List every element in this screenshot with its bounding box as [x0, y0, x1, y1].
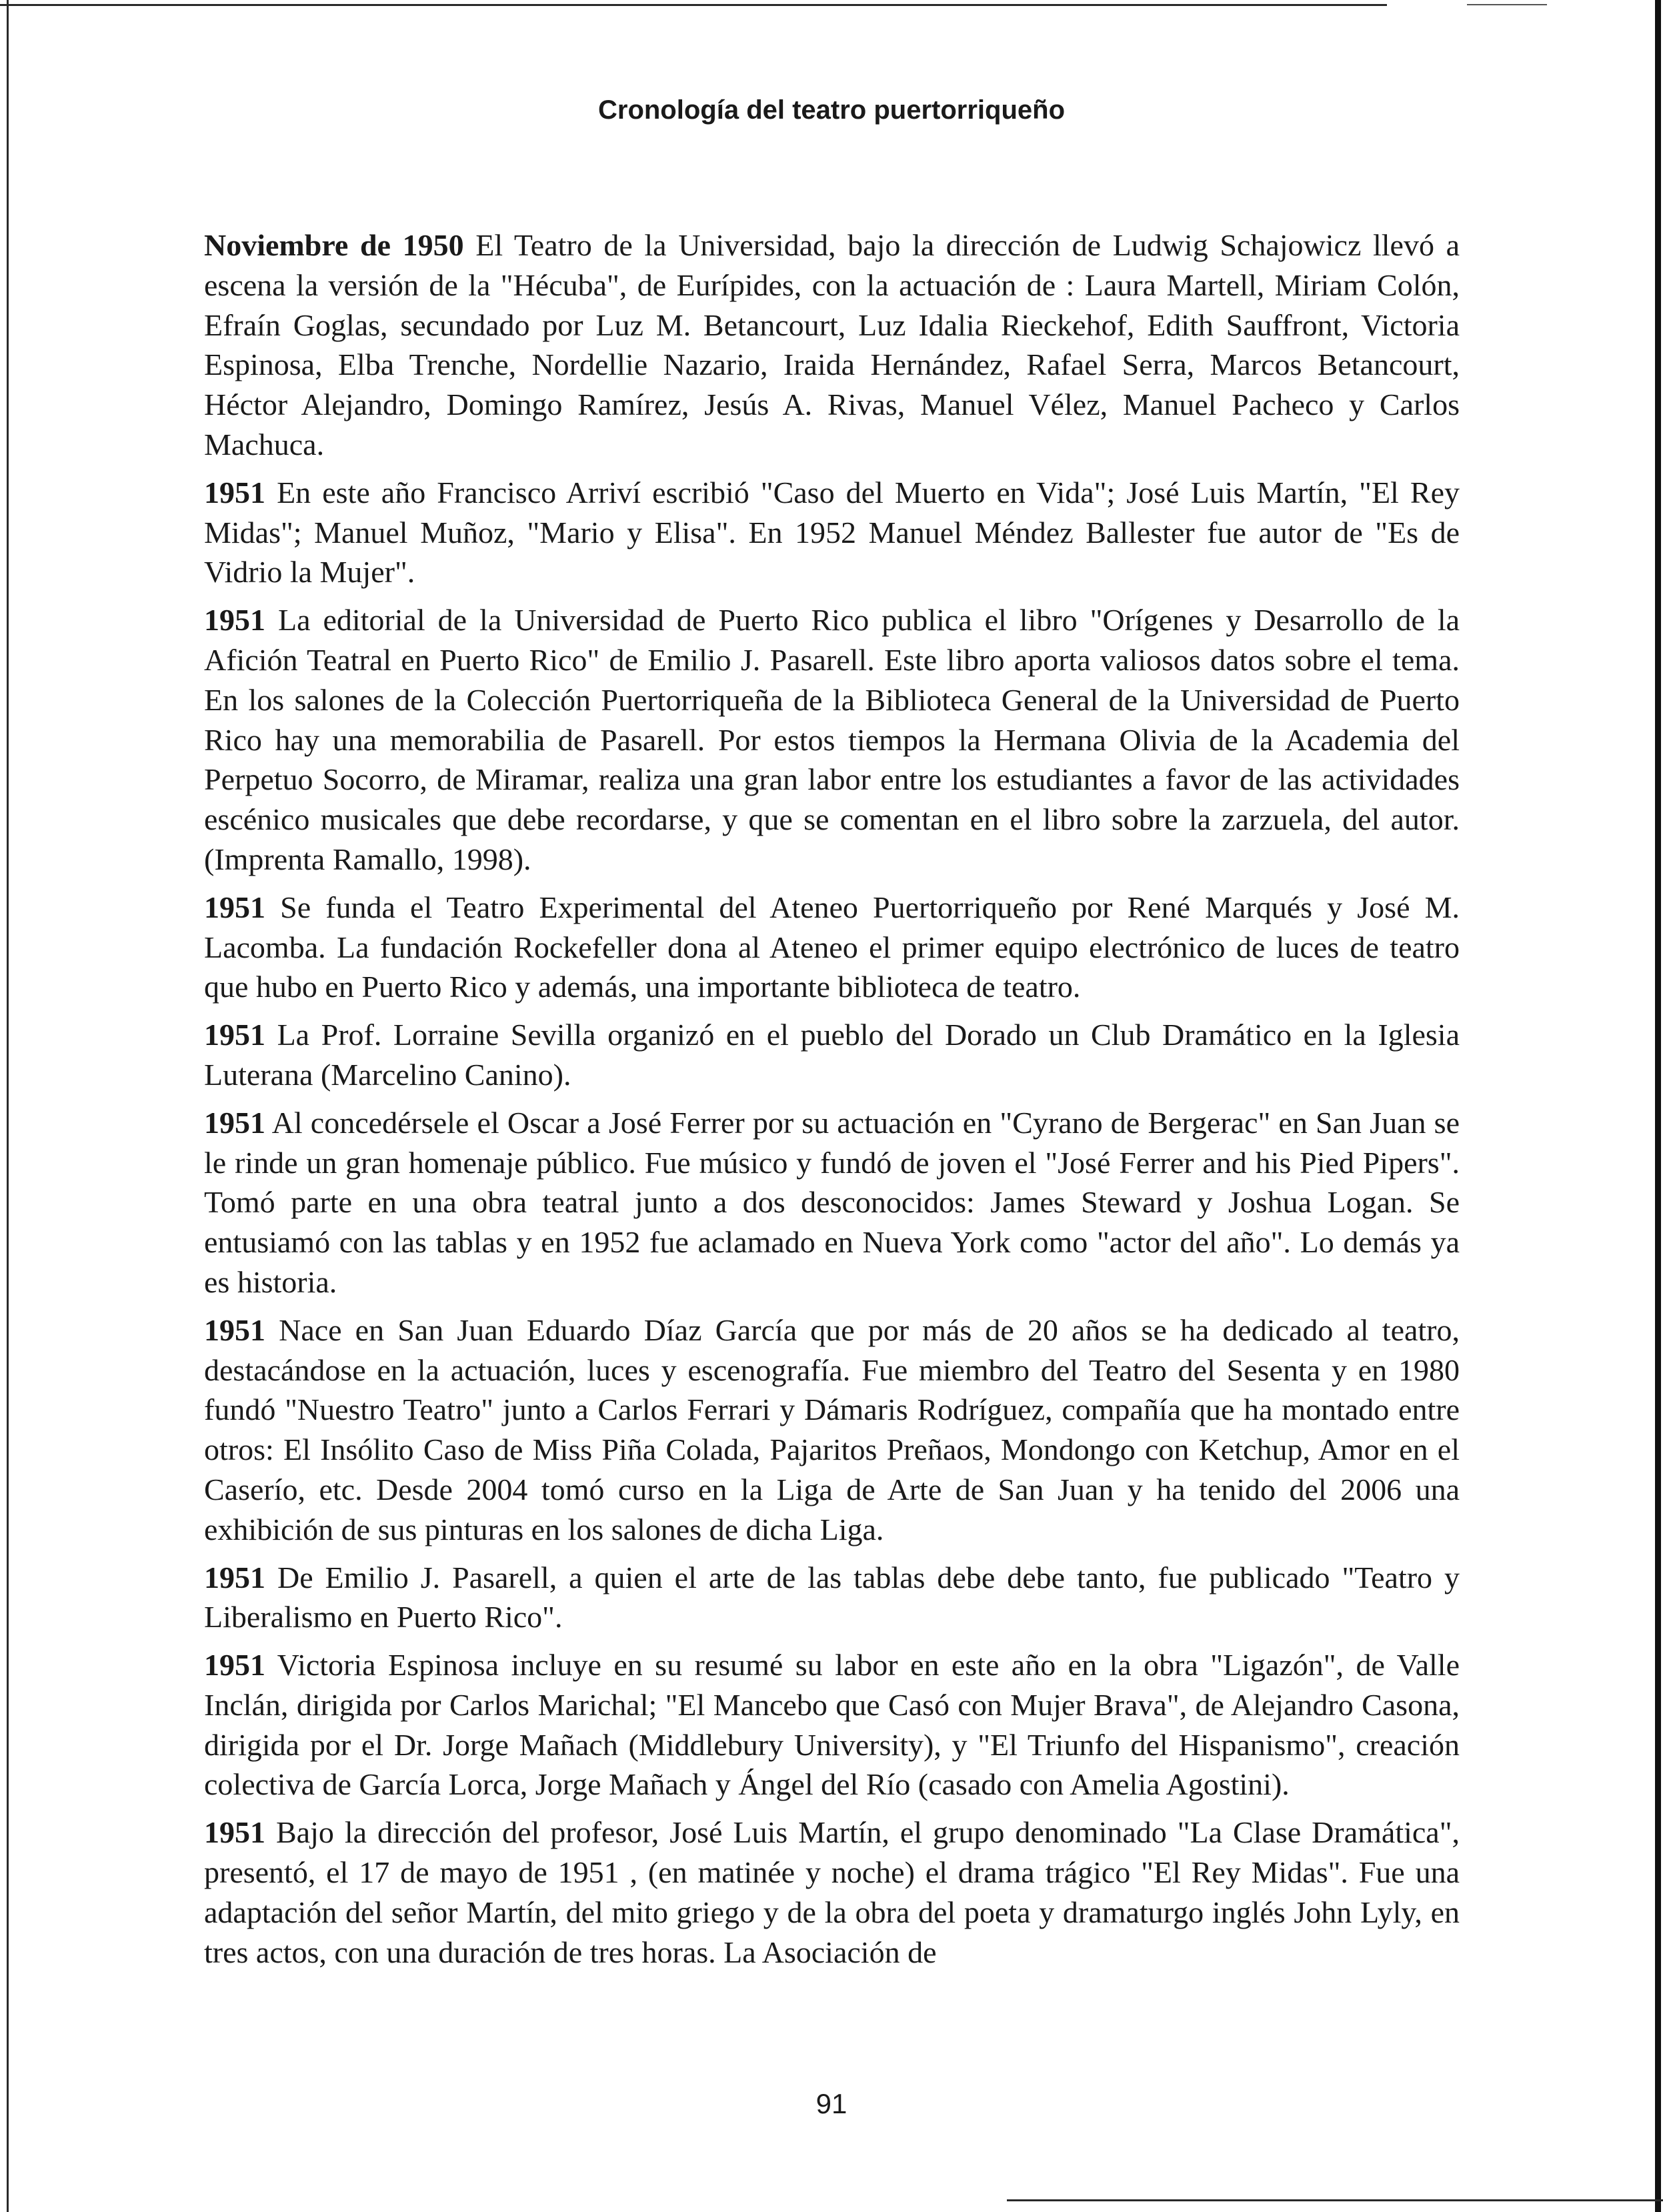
entry-date: 1951 — [204, 475, 265, 509]
entry-date: Noviembre de 1950 — [204, 228, 464, 262]
entry-date: 1951 — [204, 1560, 265, 1594]
entry-date: 1951 — [204, 1105, 265, 1140]
entry-text: El Teatro de la Universidad, bajo la dirección de Ludwig Schajowicz llevó a escena la versión de la "Hécuba", de Eurípides, con la actuación de : Laura Martell, Miriam Colón, Efraín Goglas, secundado por Luz M. Betancourt, Luz Idalia Rieckehof, Edith Sauffront, Victoria Espinosa, Elba Trenche, Nordellie Nazario, Iraida Hernández, Rafael Serra, Marcos Betancourt, Héctor Alejandro, Domingo Ramírez, Jesús A. Rivas, Manuel Vélez, Manuel Pacheco y Carlos Machuca. — [204, 228, 1460, 461]
scan-border-top-fragment — [1467, 4, 1547, 5]
entry-date: 1951 — [204, 890, 265, 924]
entry-text: De Emilio J. Pasarell, a quien el arte de las tablas debe debe tanto, fue publicado "Teatro y Liberalismo en Puerto Rico". — [204, 1560, 1460, 1634]
chronology-entry — [204, 1015, 1460, 1095]
scan-border-top — [0, 4, 1387, 6]
chronology-entry — [204, 1558, 1460, 1638]
chronology-entry — [204, 473, 1460, 592]
chronology-entry — [204, 225, 1460, 465]
entry-text: Se funda el Teatro Experimental del Ateneo Puertorriqueño por René Marqués y José M. Lacomba. La fundación Rockefeller dona al Ateneo el primer equipo electrónico de luces de teatro que hubo en Puerto Rico y además, una importante biblioteca de teatro. — [204, 890, 1460, 1004]
entry-text: Bajo la dirección del profesor, José Luis Martín, el grupo denominado "La Clase Dramática", presentó, el 17 de mayo de 1951 , (en matinée y noche) el drama trágico "El Rey Midas". Fue una adaptación del señor Martín, del mito griego y de la obra del poeta y dramaturgo inglés John Lyly, en tres actos, con una duración de tres horas. La Asociación de — [204, 1815, 1460, 1969]
page-number: 91 — [815, 2088, 848, 2119]
entry-text: Nace en San Juan Eduardo Díaz García que por más de 20 años se ha dedicado al teatro, destacándose en la actuación, luces y escenografía. Fue miembro del Teatro del Sesenta y en 1980 fundó "Nuestro Teatro" junto a Carlos Ferrari y Dámaris Rodríguez, compañía que ha montado entre otros: El Insólito Caso de Miss Piña Colada, Pajaritos Preñaos, Mondongo con Ketchup, Amor en el Caserío, etc. Desde 2004 tomó curso en la Liga de Arte de San Juan y ha tenido del 2006 una exhibición de sus pinturas en los salones de dicha Liga. — [204, 1312, 1460, 1546]
entry-text: Victoria Espinosa incluye en su resumé su labor en este año en la obra "Ligazón", de Valle Inclán, dirigida por Carlos Marichal; "El Mancebo que Casó con Mujer Brava", de Alejandro Casona, dirigida por el Dr. Jorge Mañach (Middlebury University), y "El Triunfo del Hispanismo", creación colectiva de García Lorca, Jorge Mañach y Ángel del Río (casado con Amelia Agostini). — [204, 1648, 1460, 1802]
scan-border-right — [1655, 0, 1661, 2212]
scan-border-left — [7, 0, 9, 2212]
entry-date: 1951 — [204, 1815, 265, 1850]
chronology-entry — [204, 888, 1460, 1007]
entry-text: En este año Francisco Arriví escribió "Caso del Muerto en Vida"; José Luis Martín, "El Rey Midas"; Manuel Muñoz, "Mario y Elisa". En 1952 Manuel Méndez Ballester fue autor de "Es de Vidrio la Mujer". — [204, 475, 1460, 590]
chronology-entry — [204, 1310, 1460, 1550]
entry-date: 1951 — [204, 1018, 265, 1052]
chronology-entry — [204, 1103, 1460, 1302]
running-header-title: Cronología del teatro puertorriqueño — [597, 95, 1066, 125]
chronology-entry — [204, 1813, 1460, 1972]
entry-text: La editorial de la Universidad de Puerto Rico publica el libro "Orígenes y Desarrollo de la Afición Teatral en Puerto Rico" de Emilio J. Pasarell. Este libro aporta valiosos datos sobre el tema. En los salones de la Colección Puertorriqueña de la Biblioteca General de la Universidad de Puerto Rico hay una memorabilia de Pasarell. Por estos tiempos la Hermana Olivia de la Academia del Perpetuo Socorro, de Miramar, realiza una gran labor entre los estudiantes a favor de las actividades escénico musicales que debe recordarse, y que se comentan en el libro sobre la zarzuela, del autor. (Imprenta Ramallo, 1998). — [204, 603, 1460, 876]
entry-date: 1951 — [204, 603, 265, 638]
entry-text: Al concedérsele el Oscar a José Ferrer por su actuación en "Cyrano de Bergerac" en San Juan se le rinde un gran homenaje público. Fue músico y fundó de joven el "José Ferrer and his Pied Pipers". Tomó parte en una obra teatral junto a dos desconocidos: James Steward y Joshua Logan. Se entusiamó con las tablas y en 1952 fue aclamado en Nueva York como "actor del año". Lo demás ya es historia. — [204, 1105, 1460, 1299]
entry-date: 1951 — [204, 1648, 265, 1683]
chronology-body — [204, 225, 1460, 1980]
scan-border-bottom — [1007, 2199, 1663, 2201]
chronology-entry — [204, 1645, 1460, 1805]
entry-date: 1951 — [204, 1312, 265, 1347]
chronology-entry — [204, 600, 1460, 880]
entry-text: La Prof. Lorraine Sevilla organizó en el pueblo del Dorado un Club Dramático en la Iglesia Luterana (Marcelino Canino). — [204, 1018, 1460, 1092]
